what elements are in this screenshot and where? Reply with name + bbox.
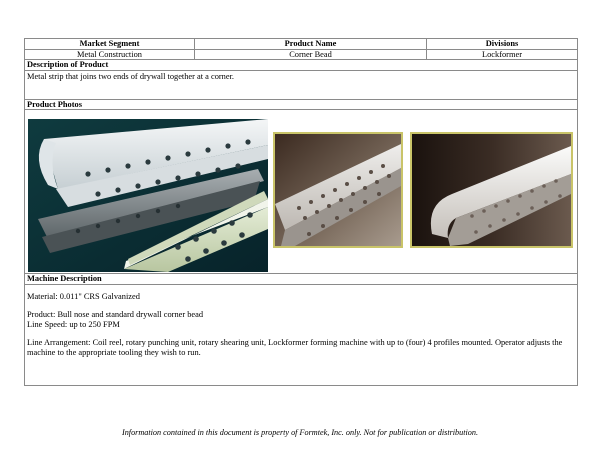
machine-description [25,284,578,385]
photos-cell [25,110,578,274]
product-name-value: Corner Bead [195,49,427,60]
header-product-name: Product Name [195,39,427,50]
value-row [25,49,578,60]
spec-table [24,38,578,386]
machine-line-arrangement: Line Arrangement: Coil reel, rotary punching unit, rotary shearing unit, Lockformer forming machine with up to (four) 4 profiles mounted. Operator adjusts the machine to the appropriate tooling they wish to run. [27,337,563,357]
description-title: Description of Product [25,60,578,71]
description-text: Metal strip that joins two ends of drywall together at a corner. [25,70,578,99]
division-value: Lockformer [427,49,578,60]
header-market-segment: Market Segment [25,39,195,50]
market-segment-value: Metal Construction [25,49,195,60]
confidentiality-footer: Information contained in this document is property of Formtek, Inc. only. Not for publication or distribution. [121,428,479,437]
spec-sheet [24,38,577,386]
header-divisions: Divisions [427,39,578,50]
machine-line-speed: Line Speed: up to 250 FPM [27,319,120,329]
header-row [25,39,578,50]
machine-title: Machine Description [25,274,578,285]
machine-material: Material: 0.011" CRS Galvanized [27,291,140,301]
corner-bead-closeup-photo [273,132,403,248]
photos-title: Product Photos [25,99,578,110]
bullnose-corner-bead-photo [410,132,573,248]
corner-bead-group-photo [28,119,268,272]
machine-product: Product: Bull nose and standard drywall corner bead [27,309,204,319]
